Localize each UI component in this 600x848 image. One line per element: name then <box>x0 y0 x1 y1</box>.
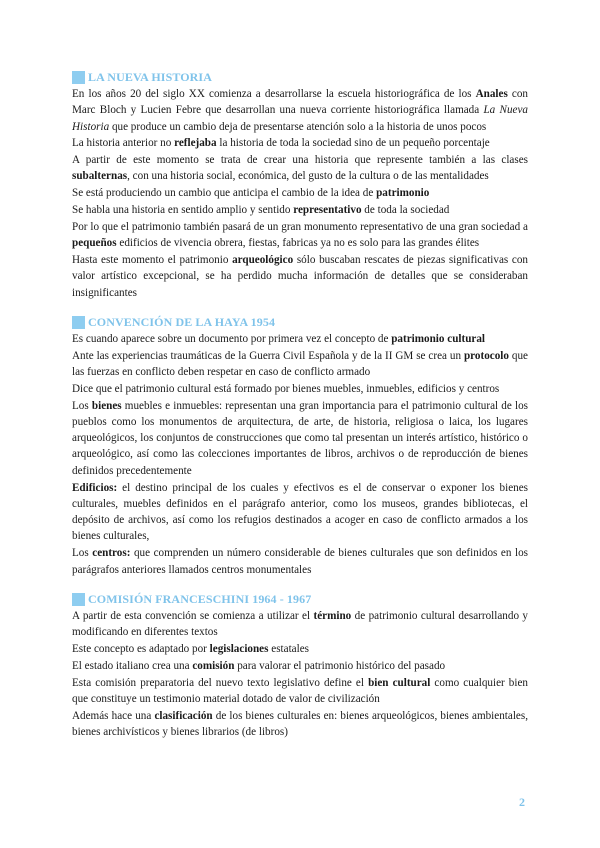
text-run: Los <box>72 399 92 412</box>
bold-text: protocolo <box>463 349 509 362</box>
paragraph <box>72 608 528 641</box>
text-run: como cualquier bien que constituye un testimonio material dotado de valor de civilización <box>72 676 528 705</box>
bold-text: clasificación <box>154 709 213 722</box>
text-run: que produce un cambio deja de presentarse atención solo a la historia de unos pocos <box>109 120 487 133</box>
text-run: que comprenden un número considerable de bienes culturales que son definidos en los parágrafos anteriores llamados centros monumentales <box>72 547 528 576</box>
text-run: estatales <box>268 642 309 655</box>
text-run: Ante las experiencias traumáticas de la Guerra Civil Española y de la II GM se crea un <box>72 349 464 362</box>
text-run: el destino principal de los cuales y efectivos es el de conservar o exponer los bienes culturales, muebles definidos en el parágrafo anterior, como los museos, grandes bibliotecas, el depósito de archivos, así como los refugios destinados a acoger en caso de conflicto armados a los bienes culturales, <box>72 481 528 543</box>
paragraph <box>72 708 528 741</box>
text-run: Además hace una <box>72 709 155 722</box>
section <box>72 70 528 301</box>
heading-marker-icon <box>72 71 85 84</box>
section-heading <box>72 70 528 85</box>
page-number: 2 <box>519 795 525 809</box>
text-run: con Marc Bloch y Lucien Febre que desarrollan una nueva corriente historiográfica llamada <box>72 88 528 117</box>
bold-text: patrimonio <box>376 187 430 200</box>
bold-text: término <box>313 609 352 622</box>
text-run: Los <box>72 547 93 560</box>
text-run: A partir de esta convención se comienza a utilizar el <box>72 609 314 622</box>
bold-text: arqueológico <box>232 253 294 266</box>
text-run: la historia de toda la sociedad sino de un pequeño porcentaje <box>216 137 490 150</box>
bold-text: legislaciones <box>209 642 269 655</box>
text-run: En los años 20 del siglo XX comienza a desarrollarse la escuela historiográfica de los <box>72 88 476 100</box>
paragraph <box>72 641 528 657</box>
text-run: La historia anterior no <box>72 137 175 150</box>
paragraph <box>72 219 528 252</box>
text-run: Este concepto es adaptado por <box>72 642 210 655</box>
paragraph <box>72 480 528 545</box>
text-run: para valorar el patrimonio histórico del pasado <box>234 659 446 672</box>
bold-text: bien cultural <box>368 676 431 689</box>
italic-text: La Nueva Historia <box>72 104 528 133</box>
text-run: Esta comisión preparatoria del nuevo texto legislativo define el <box>72 676 369 689</box>
paragraph <box>72 86 528 135</box>
paragraph <box>72 202 528 218</box>
text-run: edificios de vivencia obrera, fiestas, fabricas ya no es solo para las grandes élites <box>116 237 480 250</box>
text-run: , con una historia social, económica, del gusto de la cultura o de las mentalidades <box>127 170 489 183</box>
bold-text: centros: <box>92 547 131 560</box>
paragraph <box>72 135 528 151</box>
text-run: Dice que el patrimonio cultural está formado por bienes muebles, inmuebles, edificios y centros <box>72 382 500 395</box>
section-title: COMISIÓN FRANCESCHINI 1964 - 1967 <box>88 591 312 606</box>
bold-text: patrimonio cultural <box>391 332 485 345</box>
text-run: de los bienes culturales en: bienes arqueológicos, bienes ambientales, bienes archivísticos y bienes librarios (de libros) <box>72 709 528 738</box>
heading-marker-icon <box>72 316 85 329</box>
paragraph <box>72 398 528 479</box>
bold-text: pequeños <box>72 237 117 250</box>
section <box>72 315 528 578</box>
heading-marker-icon <box>72 593 85 606</box>
text-run: Se está produciendo un cambio que anticipa el cambio de la idea de <box>72 187 377 200</box>
paragraph <box>72 252 528 301</box>
paragraph <box>72 152 528 185</box>
text-run: Por lo que el patrimonio también pasará de un gran monumento representativo de una gran sociedad a <box>72 220 528 233</box>
text-run: Se habla una historia en sentido amplio y sentido <box>72 204 294 217</box>
text-run: sólo buscaban rescates de piezas significativas con valor artístico excepcional, se ha perdido mucha información de detalles que se consideraban insignificantes <box>72 253 528 299</box>
bold-text: Edificios: <box>72 481 118 494</box>
text-run: muebles e inmuebles: representan una gran importancia para el patrimonio cultural de los pueblos como los monumentos de arquitectura, de arte, de historia, religiosa o laica, los lugares arqueológicos, los conjuntos de construcciones que como tal presentan un interés artístico, histórico o arqueológico, así como las colecciones importantes de libros, archivos o de reproducción de bienes definidos precedentemente <box>72 399 529 477</box>
paragraph <box>72 658 528 674</box>
bold-text: reflejaba <box>174 137 217 150</box>
section <box>72 592 528 740</box>
section-title: CONVENCIÓN DE LA HAYA 1954 <box>88 314 276 329</box>
text-run: de toda la sociedad <box>361 204 450 217</box>
bold-text: subalternas <box>72 170 128 183</box>
paragraph <box>72 185 528 201</box>
paragraph <box>72 331 528 347</box>
text-run: El estado italiano crea una <box>72 659 193 672</box>
paragraph <box>72 545 528 578</box>
paragraph <box>72 381 528 397</box>
text-run: Es cuando aparece sobre un documento por primera vez el concepto de <box>72 332 392 345</box>
text-run: que las fuerzas en conflicto deben respetar en caso de conflicto armado <box>72 349 528 378</box>
bold-text: Anales <box>475 88 508 100</box>
paragraph <box>72 348 528 381</box>
text-run: Hasta este momento el patrimonio <box>72 253 233 266</box>
bold-text: comisión <box>192 659 235 672</box>
document-page <box>72 70 528 754</box>
section-title: LA NUEVA HISTORIA <box>88 70 212 84</box>
paragraph <box>72 675 528 708</box>
section-heading <box>72 315 528 330</box>
text-run: de patrimonio cultural desarrollando y modificando en diferentes textos <box>72 609 529 639</box>
bold-text: bienes <box>91 399 122 412</box>
section-heading <box>72 592 528 607</box>
bold-text: representativo <box>293 204 362 217</box>
text-run: A partir de este momento se trata de crear una historia que represente también a las clases <box>72 154 528 167</box>
